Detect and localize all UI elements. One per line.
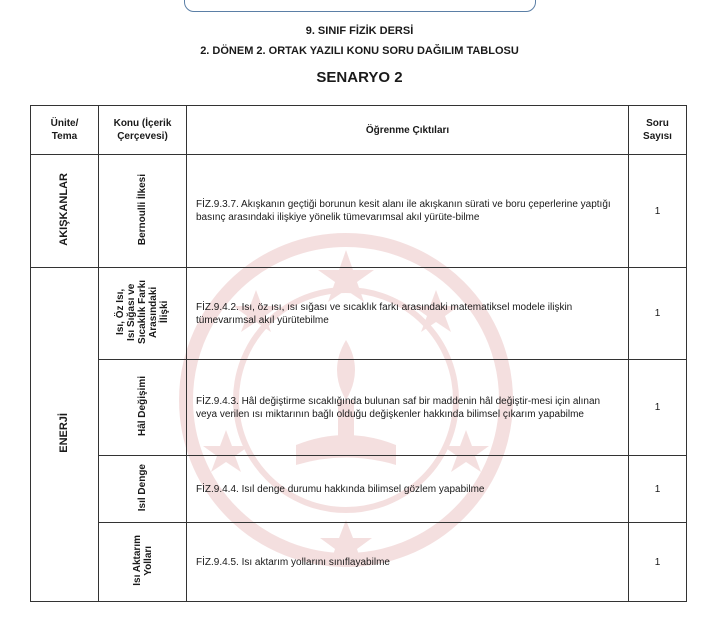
outcome-cell: FİZ.9.4.3. Hâl değiştirme sıcaklığında bulunan saf bir maddenin hâl değiştir-mesi için alınan veya verilen ısı miktarının bağlı olduğu değişkenler hakkında bilimsel çıkarım yapabilme bbox=[187, 360, 629, 456]
outcome-cell: FİZ.9.4.5. Isı aktarım yollarını sınıflayabilme bbox=[187, 523, 629, 602]
outcome-cell: FİZ.9.4.2. Isı, öz ısı, ısı sığası ve sıcaklık farkı arasındaki matematiksel modele ilişkin tümevarımsal akıl yürütebilme bbox=[187, 268, 629, 360]
unit-cell-enerji: ENERJİ bbox=[31, 268, 99, 602]
table-row bbox=[31, 268, 687, 360]
top-frame bbox=[184, 0, 536, 12]
col-header-outcomes: Öğrenme Çıktıları bbox=[187, 106, 629, 155]
course-title: 9. SINIF FİZİK DERSİ bbox=[305, 25, 414, 37]
unit-cell-akiskanlar: AKIŞKANLAR bbox=[31, 155, 99, 268]
topic-cell: Hâl Değişimi bbox=[99, 360, 187, 456]
question-count-cell: 1 bbox=[629, 456, 687, 523]
question-count-cell: 1 bbox=[629, 360, 687, 456]
table-header-row bbox=[31, 106, 687, 155]
outcome-cell: FİZ.9.3.7. Akışkanın geçtiği borunun kesit alanı ile akışkanın sürati ve boru çeperlerine yaptığı basınç arasındaki ilişkiye yönelik tümevarımsal akıl yürüte-bilme bbox=[187, 155, 629, 268]
table-row bbox=[31, 523, 687, 602]
topic-cell: Isı Aktarım Yolları bbox=[99, 523, 187, 602]
table-row bbox=[31, 360, 687, 456]
col-header-topic: Konu (İçerik Çerçevesi) bbox=[99, 106, 187, 155]
question-distribution-table bbox=[30, 105, 687, 602]
topic-cell: Isıl Denge bbox=[99, 456, 187, 523]
table-row bbox=[31, 155, 687, 268]
col-header-unit: Ünite/ Tema bbox=[31, 106, 99, 155]
topic-cell: Isı, Öz Isı, Isı Sığası ve Sıcaklık Farkı Arasındaki İlişki bbox=[99, 268, 187, 360]
outcome-cell: FİZ.9.4.4. Isıl denge durumu hakkında bilimsel gözlem yapabilme bbox=[187, 456, 629, 523]
scenario-title: SENARYO 2 bbox=[316, 69, 403, 86]
table-row bbox=[31, 456, 687, 523]
question-count-cell: 1 bbox=[629, 268, 687, 360]
topic-cell: Bernoulli İlkesi bbox=[99, 155, 187, 268]
question-count-cell: 1 bbox=[629, 155, 687, 268]
col-header-count: Soru Sayısı bbox=[629, 106, 687, 155]
table-title: 2. DÖNEM 2. ORTAK YAZILI KONU SORU DAĞILIM TABLOSU bbox=[200, 45, 519, 57]
question-count-cell: 1 bbox=[629, 523, 687, 602]
